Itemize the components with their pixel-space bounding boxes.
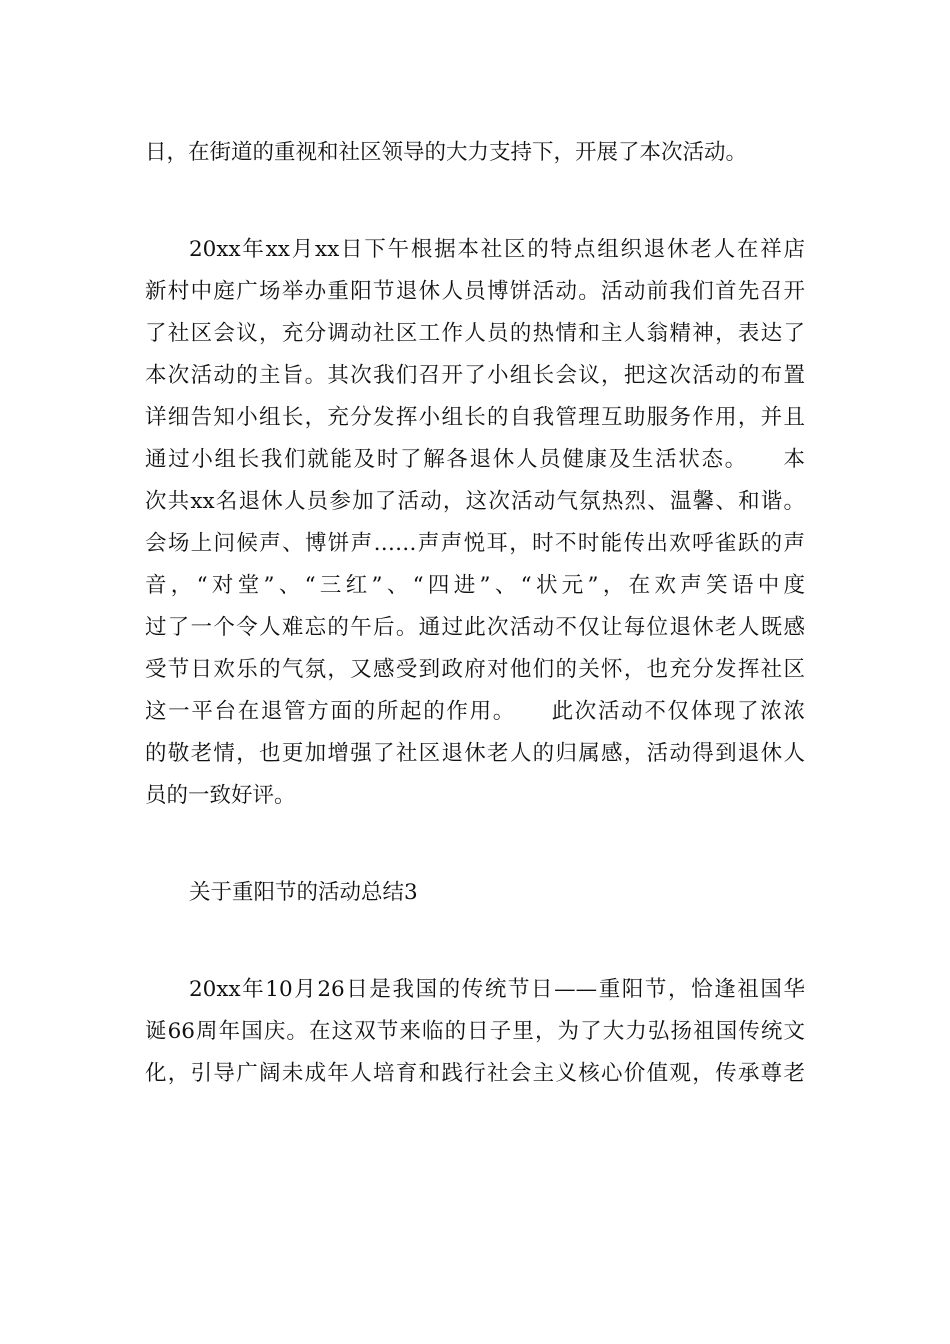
- text-line: 了社区会议，充分调动社区工作人员的热情和主人翁精神，表达了: [145, 321, 805, 346]
- text-line: 化，引导广阔未成年人培育和践行社会主义核心价值观，传承尊老: [145, 1061, 805, 1086]
- text-line: 音，“对堂”、“三红”、“四进”、“状元”，在欢声笑语中度: [145, 573, 805, 598]
- text-line: 这一平台在退管方面的所起的作用。 此次活动不仅体现了浓浓: [145, 699, 805, 724]
- text-line: 详细告知小组长，充分发挥小组长的自我管理互助服务作用，并且: [145, 405, 805, 430]
- section-heading: 关于重阳节的活动总结3: [189, 880, 418, 905]
- text-line: 员的一致好评。: [145, 783, 296, 808]
- text-line: 会场上问候声、博饼声……声声悦耳，时不时能传出欢呼雀跃的声: [145, 531, 805, 556]
- text-line: 日，在街道的重视和社区领导的大力支持下，开展了本次活动。: [145, 140, 748, 165]
- text-line: 受节日欢乐的气氛，又感受到政府对他们的关怀，也充分发挥社区: [145, 657, 805, 682]
- text-line: 通过小组长我们就能及时了解各退休人员健康及生活状态。 本: [145, 447, 805, 472]
- paragraph-first-line: 20xx年xx月xx日下午根据本社区的特点组织退休老人在祥店: [189, 237, 805, 262]
- text-line: 诞66周年国庆。在这双节来临的日子里，为了大力弘扬祖国传统文: [145, 1019, 805, 1044]
- text-line: 的敬老情，也更加增强了社区退休老人的归属感，活动得到退休人: [145, 741, 805, 766]
- text-line: 本次活动的主旨。其次我们召开了小组长会议，把这次活动的布置: [145, 363, 805, 388]
- text-line: 新村中庭广场举办重阳节退休人员博饼活动。活动前我们首先召开: [145, 279, 805, 304]
- text-line: 次共xx名退休人员参加了活动，这次活动气氛热烈、温馨、和谐。: [145, 489, 805, 514]
- paragraph-first-line: 20xx年10月26日是我国的传统节日——重阳节，恰逢祖国华: [189, 977, 805, 1002]
- text-line: 过了一个令人难忘的午后。通过此次活动不仅让每位退休老人既感: [145, 615, 805, 640]
